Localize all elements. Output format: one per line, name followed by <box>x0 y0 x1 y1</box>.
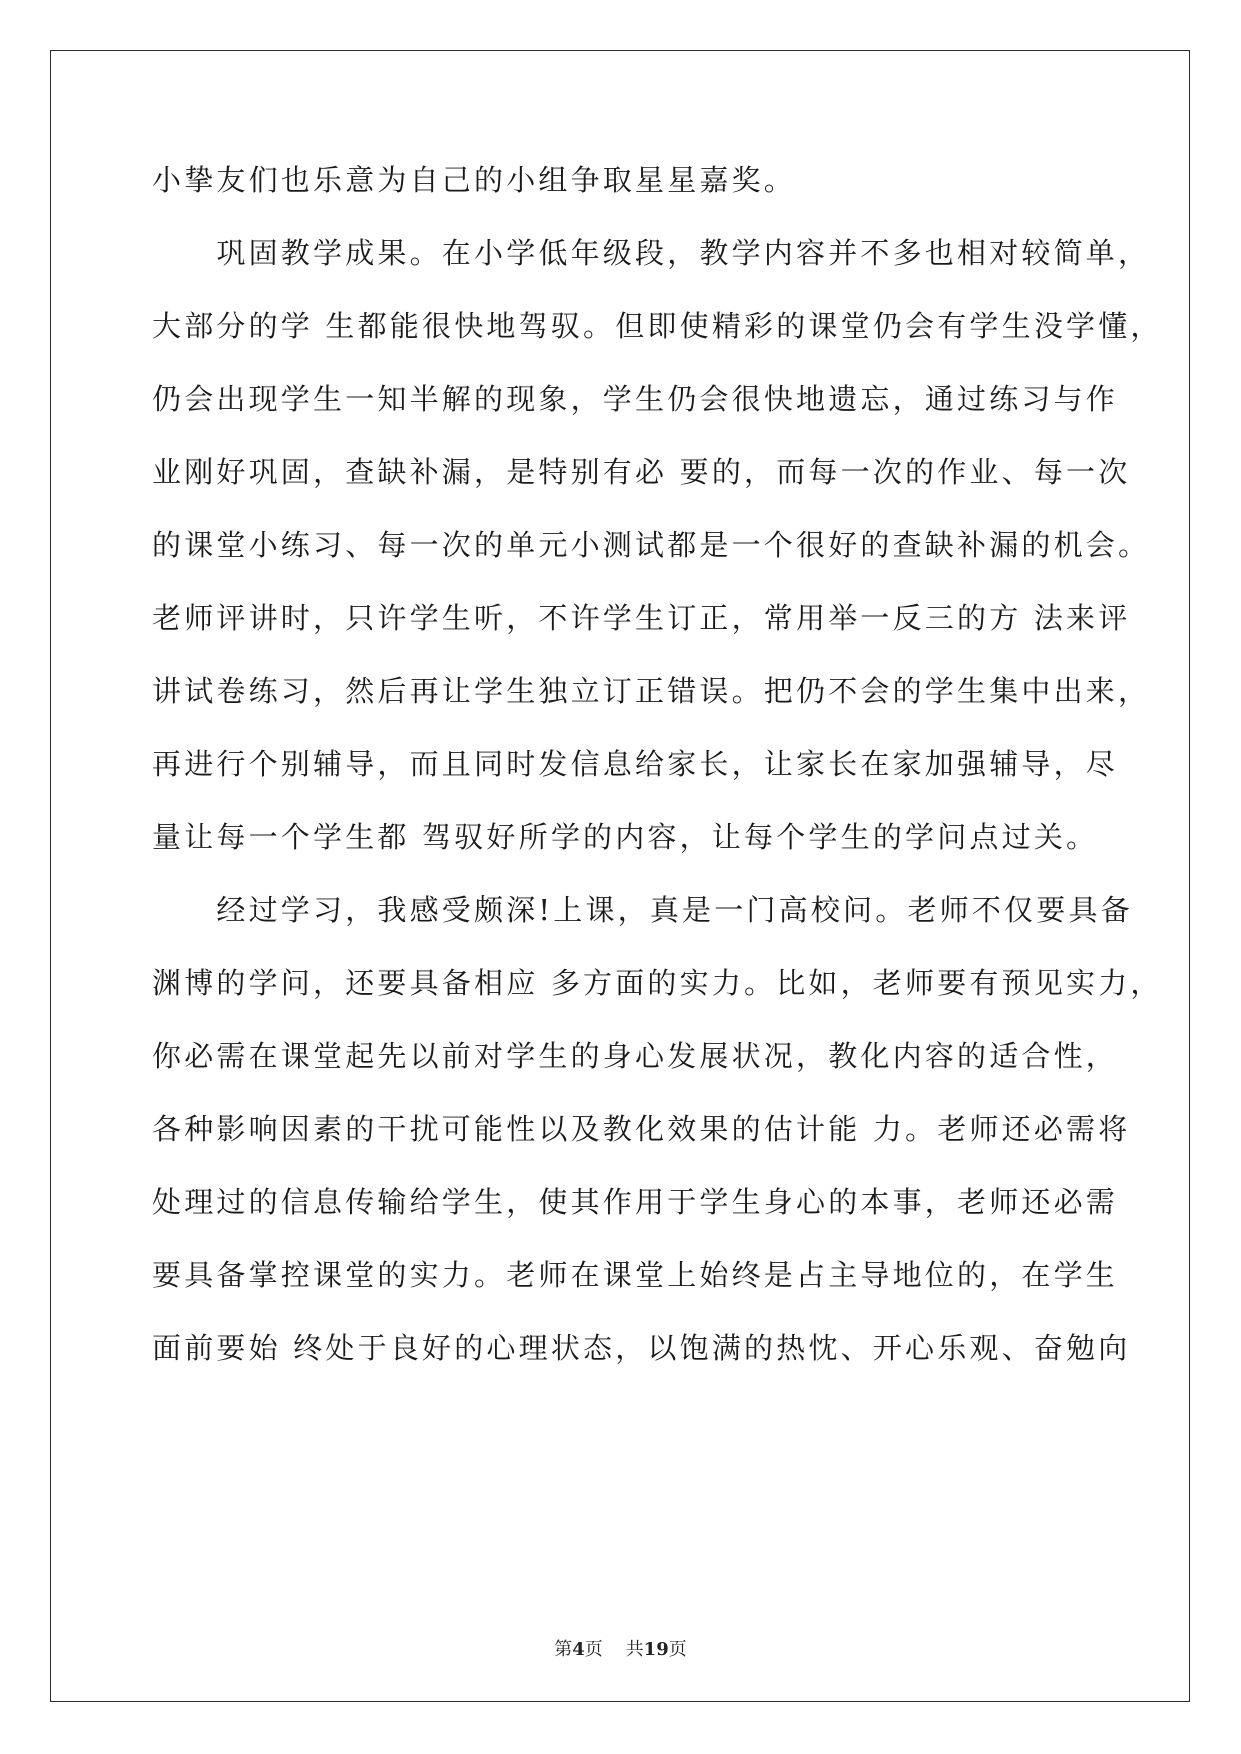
text-line: 量让每一个学生都 驾驭好所学的内容，让每个学生的学问点过关。 <box>152 820 1099 854</box>
footer-total-suffix: 页 <box>668 1639 687 1660</box>
footer-total-prefix: 共 <box>625 1639 644 1660</box>
text-line: 巩固教学成果。在小学低年级段，教学内容并不多也相对较简单， <box>152 236 1151 270</box>
text-line: 讲试卷练习，然后再让学生独立订正错误。把仍不会的学生集中出来， <box>152 674 1151 708</box>
text-line: 渊博的学问，还要具备相应 多方面的实力。比如，老师要有预见实力， <box>152 966 1163 1000</box>
text-line: 业刚好巩固，查缺补漏，是特别有必 要的，而每一次的作业、每一次 <box>152 455 1131 489</box>
page-border <box>50 50 1190 1702</box>
total-page-count: 19 <box>643 1639 669 1660</box>
text-line: 再进行个别辅导，而且同时发信息给家长，让家长在家加强辅导，尽 <box>152 747 1119 781</box>
footer-page-suffix: 页 <box>584 1639 603 1660</box>
text-line: 的课堂小练习、每一次的单元小测试都是一个很好的查缺补漏的机会。 <box>152 528 1151 562</box>
text-line: 要具备掌控课堂的实力。老师在课堂上始终是占主导地位的，在学生 <box>152 1258 1119 1292</box>
text-line: 处理过的信息传输给学生，使其作用于学生身心的本事，老师还必需 <box>152 1185 1119 1219</box>
footer-prefix: 第 <box>554 1639 573 1660</box>
text-line: 老师评讲时，只许学生听，不许学生订正，常用举一反三的方 法来评 <box>152 601 1131 635</box>
text-line: 你必需在课堂起先以前对学生的身心发展状况，教化内容的适合性， <box>152 1039 1119 1073</box>
text-line: 仍会出现学生一知半解的现象，学生仍会很快地遗忘，通过练习与作 <box>152 382 1119 416</box>
text-line: 面前要始 终处于良好的心理状态，以饱满的热忱、开心乐观、奋勉向 <box>152 1331 1131 1365</box>
page-footer <box>0 1638 1241 1662</box>
text-line: 经过学习，我感受颇深!上课，真是一门高校问。老师不仅要具备 <box>152 893 1133 927</box>
text-line: 大部分的学 生都能很快地驾驭。但即使精彩的课堂仍会有学生没学懂， <box>152 309 1163 343</box>
text-line: 小挚友们也乐意为自己的小组争取星星嘉奖。 <box>152 163 797 197</box>
current-page-number: 4 <box>572 1639 585 1660</box>
text-line: 各种影响因素的干扰可能性以及教化效果的估计能 力。老师还必需将 <box>152 1112 1131 1146</box>
